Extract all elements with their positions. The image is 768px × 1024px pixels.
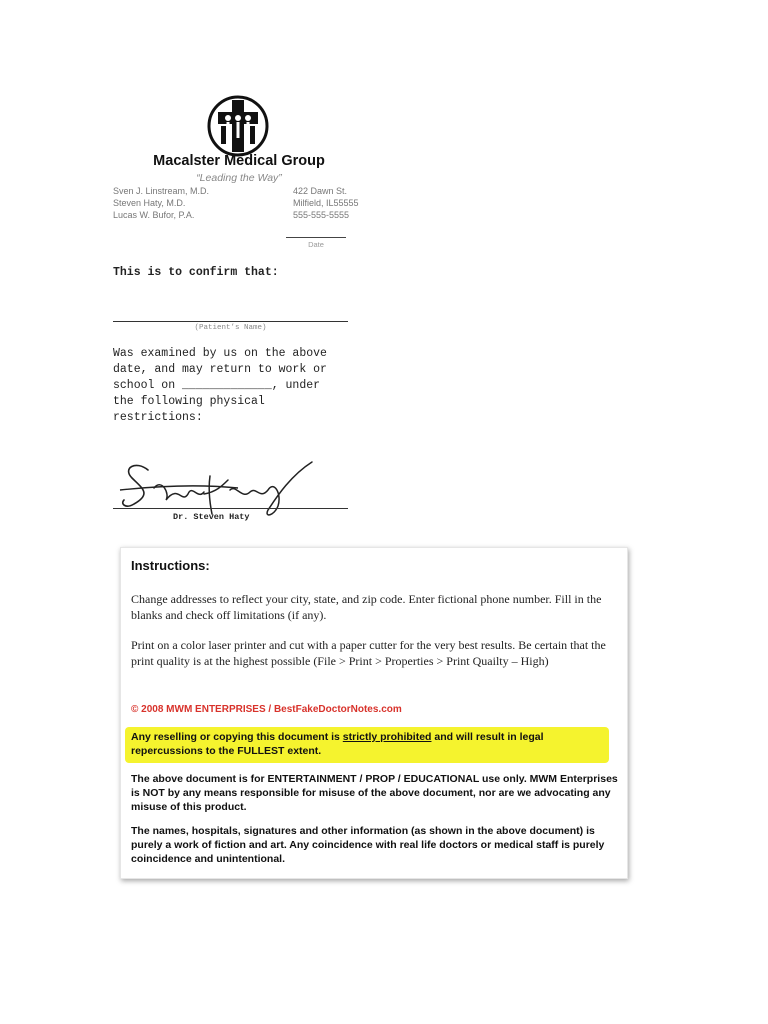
note-body-line: school on _____________, under <box>113 379 321 392</box>
instructions-panel <box>120 547 628 879</box>
confirm-heading: This is to confirm that: <box>113 266 279 279</box>
staff-name: Sven J. Linstream, M.D. <box>113 186 210 196</box>
note-body-line: restrictions: <box>113 411 203 424</box>
patient-name-line <box>113 321 348 322</box>
patient-name-label: (Patient’s Name) <box>194 324 267 332</box>
warning-text-start: Any reselling or copying this document is <box>131 731 343 743</box>
doctor-note <box>106 90 380 526</box>
copyright-notice: © 2008 MWM ENTERPRISES / BestFakeDoctorNotes.com <box>131 704 402 715</box>
medical-group-logo <box>206 94 270 158</box>
city-state-zip: Milfield, IL55555 <box>293 198 359 208</box>
signature-line <box>113 508 348 509</box>
date-label: Date <box>308 240 324 249</box>
staff-name: Lucas W. Bufor, P.A. <box>113 210 195 220</box>
phone-number: 555-555-5555 <box>293 210 350 220</box>
note-body-line: date, and may return to work or <box>113 363 327 376</box>
org-name: Macalster Medical Group <box>153 153 325 169</box>
note-body-line: the following physical <box>113 395 265 408</box>
address-block <box>293 185 359 221</box>
staff-name: Steven Haty, M.D. <box>113 198 186 208</box>
date-line <box>286 237 346 238</box>
instructions-paragraph: Change addresses to reflect your city, state, and zip code. Enter fictional phone number. Fill in the blanks and check off limitations (if any). <box>131 592 602 622</box>
signer-name: Dr. Steven Haty <box>173 512 250 522</box>
note-body <box>113 346 375 426</box>
street-address: 422 Dawn St. <box>293 186 348 196</box>
warning-emphasis: strictly prohibited <box>342 731 432 743</box>
warning-text-end: and will result in legal repercussions to the FULLEST extent. <box>131 731 544 757</box>
disclaimer-paragraph: The names, hospitals, signatures and other information (as shown in the above document) is purely a work of fiction and art. Any coincidence with real life doctors or medical staff is purely coincidence and unintentional. <box>131 825 605 865</box>
note-body-line: Was examined by us on the above <box>113 347 327 360</box>
warning-text <box>131 730 609 758</box>
instructions-heading: Instructions: <box>131 558 210 573</box>
org-tagline: “Leading the Way” <box>196 172 282 184</box>
staff-list <box>113 185 209 221</box>
disclaimer-paragraph: The above document is for ENTERTAINMENT / PROP / EDUCATIONAL use only. MWM Enterprises is NOT by any means responsible for misuse of the above document, nor are we advocating any misuse of this product. <box>131 773 618 813</box>
instructions-paragraph: Print on a color laser printer and cut with a paper cutter for the very best results. Be certain that the print quality is at the highest possible (File > Print > Properties > Print Quailty – High) <box>131 638 606 668</box>
